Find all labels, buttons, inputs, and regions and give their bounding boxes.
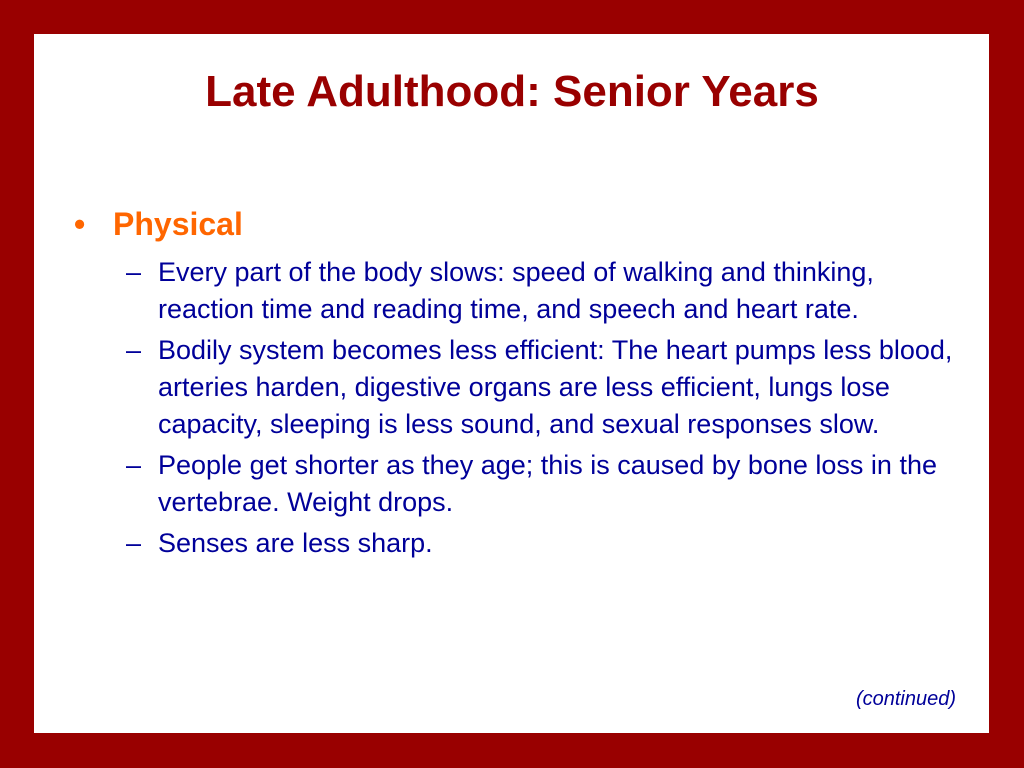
sub-bullet-text: Every part of the body slows: speed of walking and thinking, reaction time and reading time, and speech and heart rate. bbox=[158, 257, 874, 324]
dash-marker: – bbox=[126, 257, 142, 287]
sub-bullet-item bbox=[126, 525, 966, 562]
continued-note: (continued) bbox=[855, 688, 956, 710]
sub-bullet-item bbox=[126, 332, 966, 443]
slide-title: Late Adulthood: Senior Years bbox=[205, 67, 819, 116]
sub-bullet-list bbox=[126, 254, 966, 566]
sub-bullet-item bbox=[126, 254, 966, 328]
sub-bullet-text: Bodily system becomes less efficient: The heart pumps less blood, arteries harden, digestive organs are less efficient, lungs lose capacity, sleeping is less sound, and sexual responses slow. bbox=[158, 335, 953, 439]
bullet-heading-label: Physical bbox=[113, 206, 243, 242]
dash-marker: – bbox=[126, 450, 142, 480]
sub-bullet-item bbox=[126, 447, 966, 521]
dash-marker: – bbox=[126, 528, 142, 558]
bullet-dot: • bbox=[74, 206, 86, 242]
dash-marker: – bbox=[126, 335, 142, 365]
sub-bullet-text: People get shorter as they age; this is caused by bone loss in the vertebrae. Weight drops. bbox=[158, 450, 937, 517]
sub-bullet-text: Senses are less sharp. bbox=[158, 528, 433, 558]
